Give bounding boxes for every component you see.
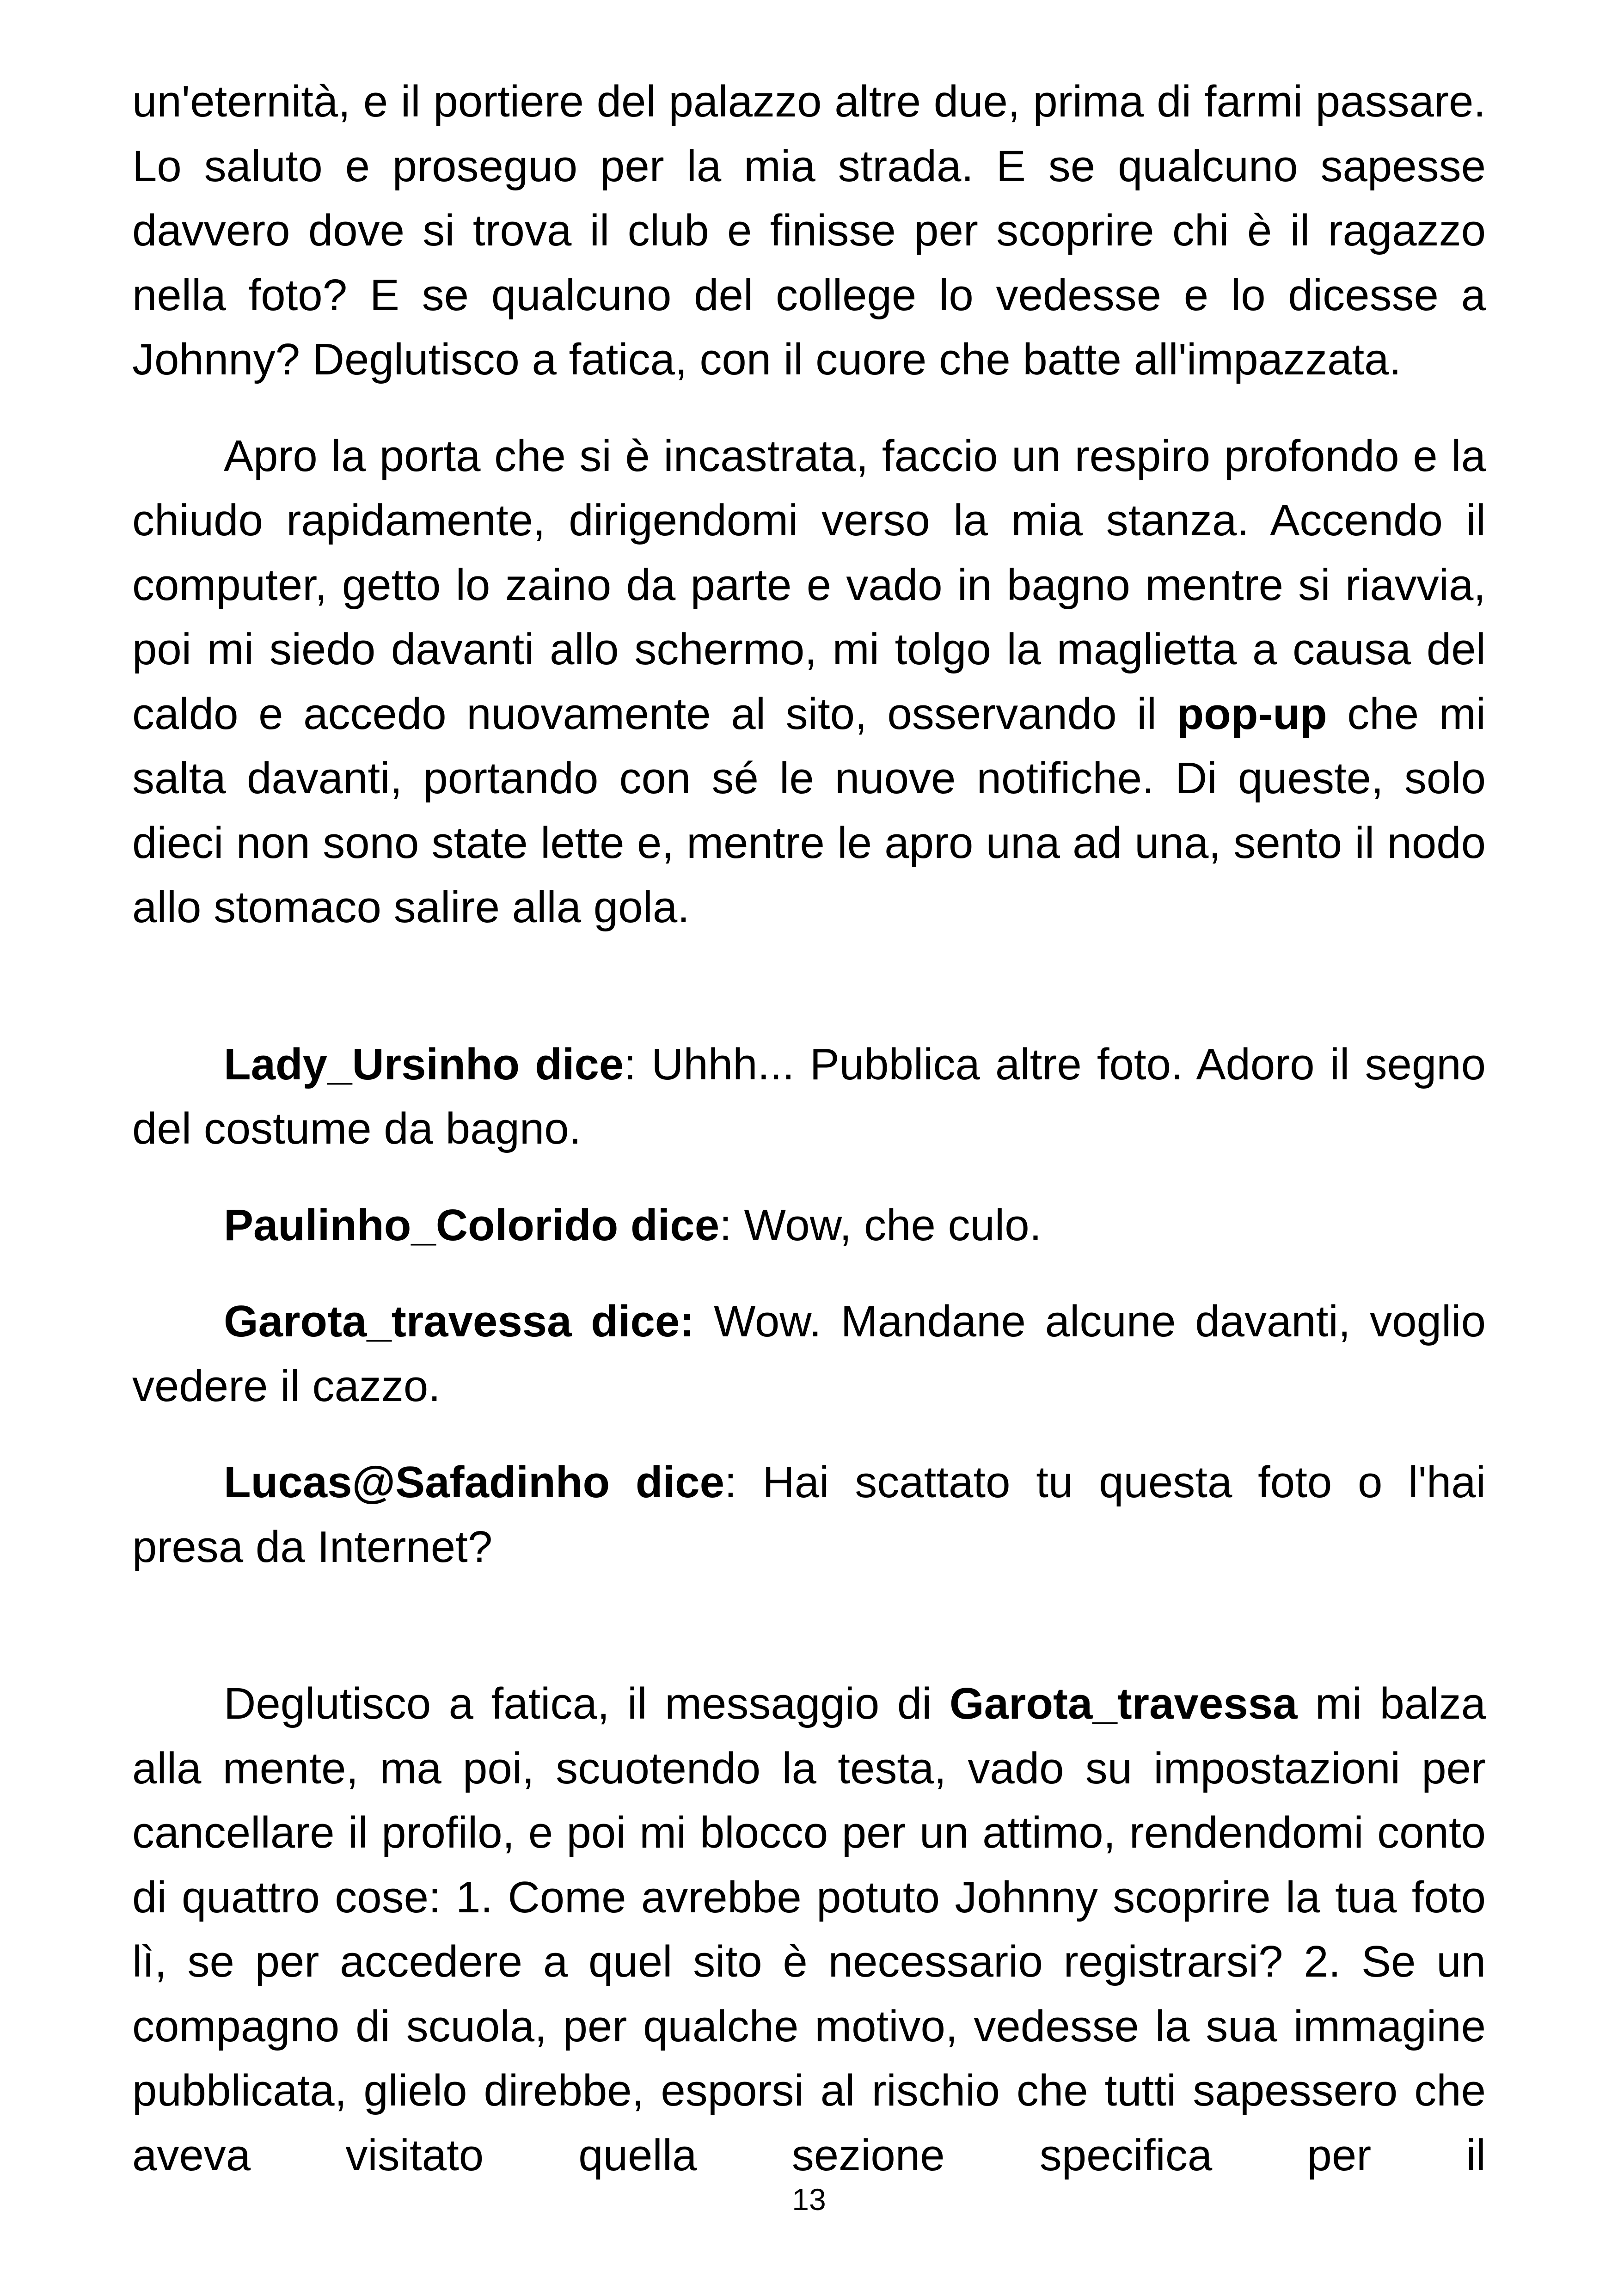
comment-lucas-safadinho [132,1450,1486,1579]
paragraph-7 [132,1671,1486,2187]
comment-text: Wow. Mandane alcune davanti, voglio vedere il cazzo. [132,1297,1486,1411]
comment-text: Uhhh... Pubblica altre foto. Adoro il segno del costume da bagno. [132,1039,1486,1153]
comment-separator: : [719,1200,732,1250]
popup-term: pop-up [1177,689,1327,739]
comment-lady-ursinho [132,1032,1486,1161]
comment-paulinho-colorido [132,1193,1486,1258]
comment-author: Lucas@Safadinho dice [224,1457,724,1507]
comment-text: Hai scattato tu questa foto o l'hai presa da Internet? [132,1457,1486,1572]
garota-travessa-mention: Garota_travessa [949,1679,1298,1728]
comment-separator: : [624,1039,636,1089]
document-page [132,69,1486,2187]
comment-author: Paulinho_Colorido dice [224,1200,720,1250]
paragraph-2-text-a: Apro la porta che si è incastrata, faccio un respiro profondo e la chiudo rapidamente, dirigendomi verso la mia stanza. Accendo il computer, getto lo zaino da parte e vado in bagno mentre si riavvia, poi mi siedo davanti allo schermo, mi tolgo la maglietta a causa del caldo e accedo nuovamente al sito, osservando il [132,431,1486,739]
page-number: 13 [792,2182,826,2216]
comment-garota-travessa [132,1289,1486,1418]
paragraph-2-text-b: che mi salta davanti, portando con sé le nuove notifiche. Di queste, solo dieci non sono state lette e, mentre le apro una ad una, sento il nodo allo stomaco salire alla gola. [132,689,1486,932]
comment-text: Wow, che culo. [731,1200,1042,1250]
paragraph-7-text-b: mi balza alla mente, ma poi, scuotendo la testa, vado su impostazioni per cancellare il profilo, e poi mi blocco per un attimo, rendendomi conto di quattro cose: 1. Come avrebbe potuto Johnny scoprire la tua foto lì, se per accedere a quel sito è necessario registrarsi? 2. Se un compagno di scuola, per qualche motivo, vedesse la sua immagine pubblicata, glielo direbbe, esporsi al rischio che tutti sapessero che aveva visitato quella sezione specifica per il [132,1679,1486,2180]
comment-separator: : [724,1457,737,1507]
comment-author: Lady_Ursinho dice [224,1039,624,1089]
paragraph-1: un'eternità, e il portiere del palazzo altre due, prima di farmi passare. Lo saluto e proseguo per la mia strada. E se qualcuno sapesse davvero dove si trova il club e finisse per scoprire chi è il ragazzo nella foto? E se qualcuno del college lo vedesse e lo dicesse a Johnny? Deglutisco a fatica, con il cuore che batte all'impazzata. [132,77,1486,384]
paragraph-2 [132,424,1486,940]
comment-author: Garota_travessa dice: [224,1297,695,1346]
paragraph-7-text-a: Deglutisco a fatica, il messaggio di [224,1679,950,1728]
